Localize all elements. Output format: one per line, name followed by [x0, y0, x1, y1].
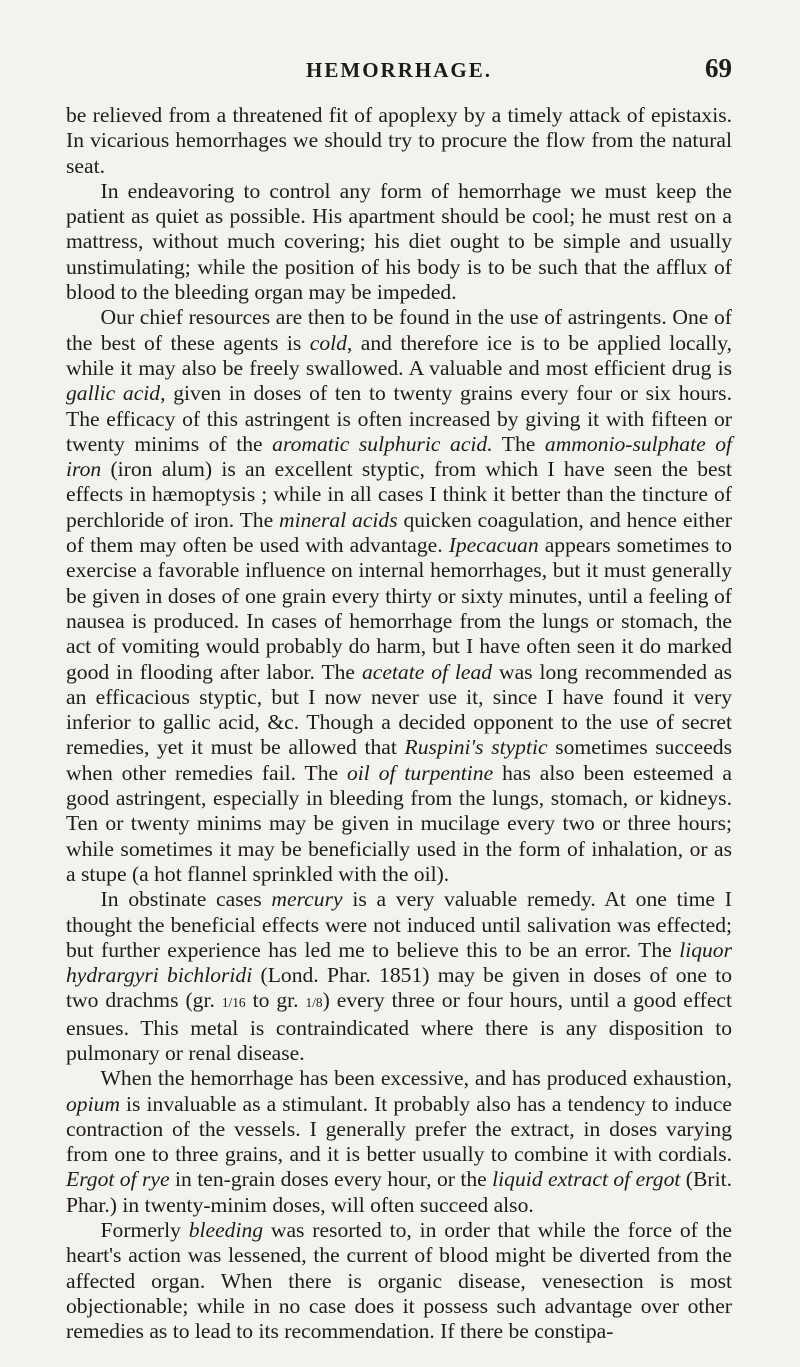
italic-term: bleeding — [188, 1218, 264, 1243]
text-run: appears sometimes to exercise a favorable influence on internal hemorrhages, but it must generally be given in doses of one grain every thirty or sixty minutes, until a feeling of nausea is produced. In cases of hemorrhage from the lungs or stomach, the act of vomiting would probably do harm, but I have often seen it do marked good in flooding after labor. The — [66, 533, 732, 684]
paragraph — [66, 305, 732, 887]
paragraph — [66, 1218, 732, 1344]
italic-term: liquid extract of ergot — [492, 1167, 681, 1192]
italic-term: oil of turpentine — [347, 760, 494, 785]
italic-term: liquor hydrargyri bichloridi — [66, 937, 732, 988]
paragraph — [66, 179, 732, 305]
running-title: HEMORRHAGE. — [306, 58, 492, 82]
text-run: (iron alum) is an excellent styptic, from which I have seen the best effects in hæmoptysis ; while in all cases I think it better than the tincture of perchloride of iron. The — [66, 457, 732, 532]
text-run: , given in doses of ten to twenty grains every four or six hours. The efficacy of this astringent is often increased by giving it with fifteen or twenty minims of the — [66, 381, 732, 456]
text-run: In obstinate cases — [100, 887, 272, 912]
text-run: (Brit. Phar.) in twenty-minim doses, will often succeed also. — [66, 1167, 732, 1217]
text-run: (Lond. Phar. 1851) may be given in doses of one to two drachms (gr. — [66, 963, 732, 1013]
italic-term: opium — [66, 1091, 120, 1116]
body-text — [66, 103, 732, 1345]
italic-term: Ipecacuan — [448, 533, 539, 558]
text-run: ) every three or four hours, until a good effect ensues. This metal is contraindicated where there is any disposition to pulmonary or renal disease. — [66, 988, 733, 1065]
text-run: is invaluable as a stimulant. It probably also has a tendency to induce contraction of the vessels. I generally prefer the extract, in doses varying from one to three grains, and it is better usually to combine it with cordials. — [66, 1091, 732, 1167]
italic-term: gallic acid — [66, 381, 161, 406]
text-run: be relieved from a threatened fit of apoplexy by a timely attack of epistaxis. In vicarious hemorrhages we should try to procure the flow from the natural seat. — [66, 103, 732, 178]
text-run: was long recommended as an efficacious styptic, but I now never use it, since I have found it very inferior to gallic acid, &c. Though a decided opponent to the use of secret remedies, yet it must be allowed that — [66, 659, 732, 760]
fraction: 1/8 — [305, 995, 323, 1011]
text-run: in ten-grain doses every hour, or the — [169, 1167, 493, 1192]
text-run: In endeavoring to control any form of hemorrhage we must keep the patient as quiet as possible. His apartment should be cool; he must rest on a mattress, without much covering; his diet ought to be simple and usually unstimulating; while the position of his body is to be such that the afflux of blood to the bleeding organ may be impeded. — [66, 178, 732, 305]
italic-term: Ruspini's styptic — [404, 735, 548, 760]
text-run: When the hemorrhage has been excessive, and has produced exhaustion, — [100, 1066, 732, 1091]
page-header — [66, 53, 732, 92]
italic-term: acetate of lead — [361, 659, 493, 684]
text-run: has also been esteemed a good astringent, especially in bleeding from the lungs, stomach, or kidneys. Ten or twenty minims may be given in mucilage every two or three hours; while sometimes it may be beneficially used in the form of inhalation, or as a stupe (a hot flannel sprinkled with the oil). — [66, 760, 732, 886]
italic-term: mercury — [271, 887, 343, 912]
italic-term: Ergot of rye — [66, 1167, 170, 1192]
text-run: quicken coagulation, and hence either of them may often be used with advantage. — [66, 507, 732, 558]
paragraph — [66, 103, 732, 179]
paragraph — [66, 1066, 732, 1218]
italic-term: ammonio-sulphate of iron — [66, 431, 732, 482]
italic-term: cold — [309, 330, 347, 355]
paragraph — [66, 887, 732, 1066]
text-run: was resorted to, in order that while the force of the heart's action was lessened, the current of blood might be diverted from the affected organ. When there is organic disease, venesection is most objectionable; while in no case does it possess such advantage over other remedies as to lead to its recommendation. If there be constipa- — [66, 1218, 733, 1344]
text-run: Our chief resources are then to be found in the use of astringents. One of the best of these agents is — [66, 305, 732, 355]
text-run: , and therefore ice is to be applied locally, while it may also be freely swallowed. A valuable and most efficient drug is — [66, 330, 732, 380]
text-run: Formerly — [100, 1218, 189, 1243]
text-run: The — [492, 431, 545, 456]
page-number: 69 — [705, 53, 732, 83]
text-run: to gr. — [245, 988, 306, 1013]
italic-term: mineral acids — [279, 507, 398, 532]
text-run: is a very valuable remedy. At one time I thought the beneficial effects were not induced until salivation was effected; but further experience has led me to believe this to be an error. The — [66, 887, 732, 962]
italic-term: aromatic sulphuric acid. — [272, 431, 493, 456]
text-run: sometimes succeeds when other remedies fail. The — [66, 735, 732, 785]
fraction: 1/16 — [221, 995, 246, 1011]
